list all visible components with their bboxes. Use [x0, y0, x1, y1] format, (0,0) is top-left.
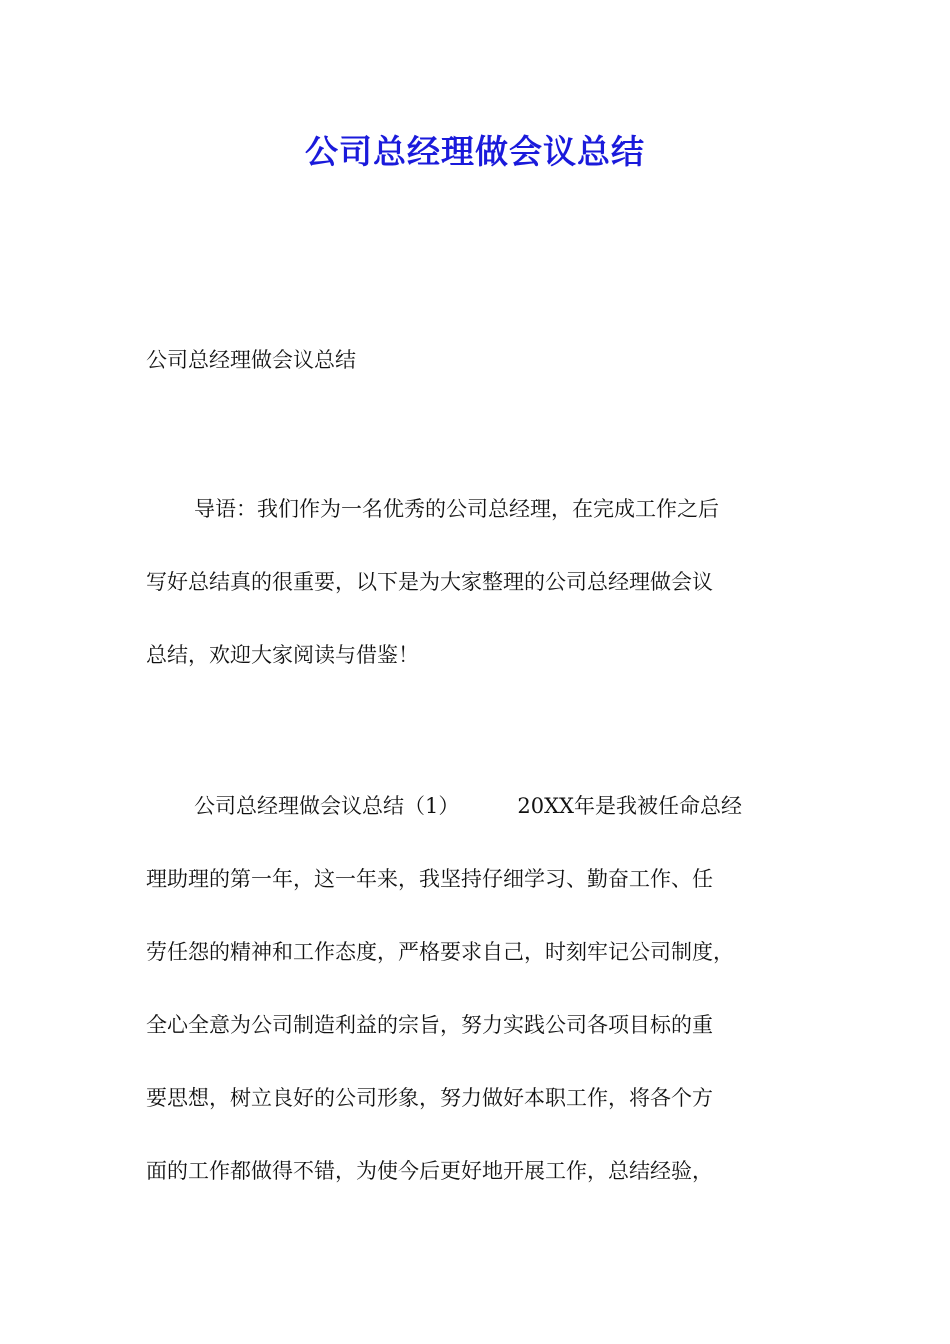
section-1-line: 理助理的第一年，这一年来，我坚持仔细学习、勤奋工作、任 [146, 867, 713, 891]
intro-line: 总结，欢迎大家阅读与借鉴！ [146, 643, 419, 667]
section-1-first-line [146, 788, 836, 824]
section-1-line: 劳任怨的精神和工作态度，严格要求自己，时刻牢记公司制度， [146, 940, 734, 964]
section-1-line: 面的工作都做得不错，为使今后更好地开展工作，总结经验， [146, 1159, 713, 1183]
section-1-line: 要思想，树立良好的公司形象，努力做好本职工作，将各个方 [146, 1086, 713, 1110]
section-1-line: 全心全意为公司制造利益的宗旨，努力实践公司各项目标的重 [146, 1013, 713, 1037]
document-subtitle: 公司总经理做会议总结 [146, 348, 356, 372]
intro-paragraph [146, 491, 836, 673]
section-1-heading: 公司总经理做会议总结（1） [194, 794, 460, 818]
document-title: 公司总经理做会议总结 [305, 132, 645, 171]
intro-line: 写好总结真的很重要，以下是为大家整理的公司总经理做会议 [146, 570, 713, 594]
intro-line: 导语：我们作为一名优秀的公司总经理，在完成工作之后 [194, 497, 719, 521]
section-1-first-line-text: 20XX年是我被任命总经 [517, 794, 742, 818]
section-1-paragraph [146, 788, 836, 1189]
